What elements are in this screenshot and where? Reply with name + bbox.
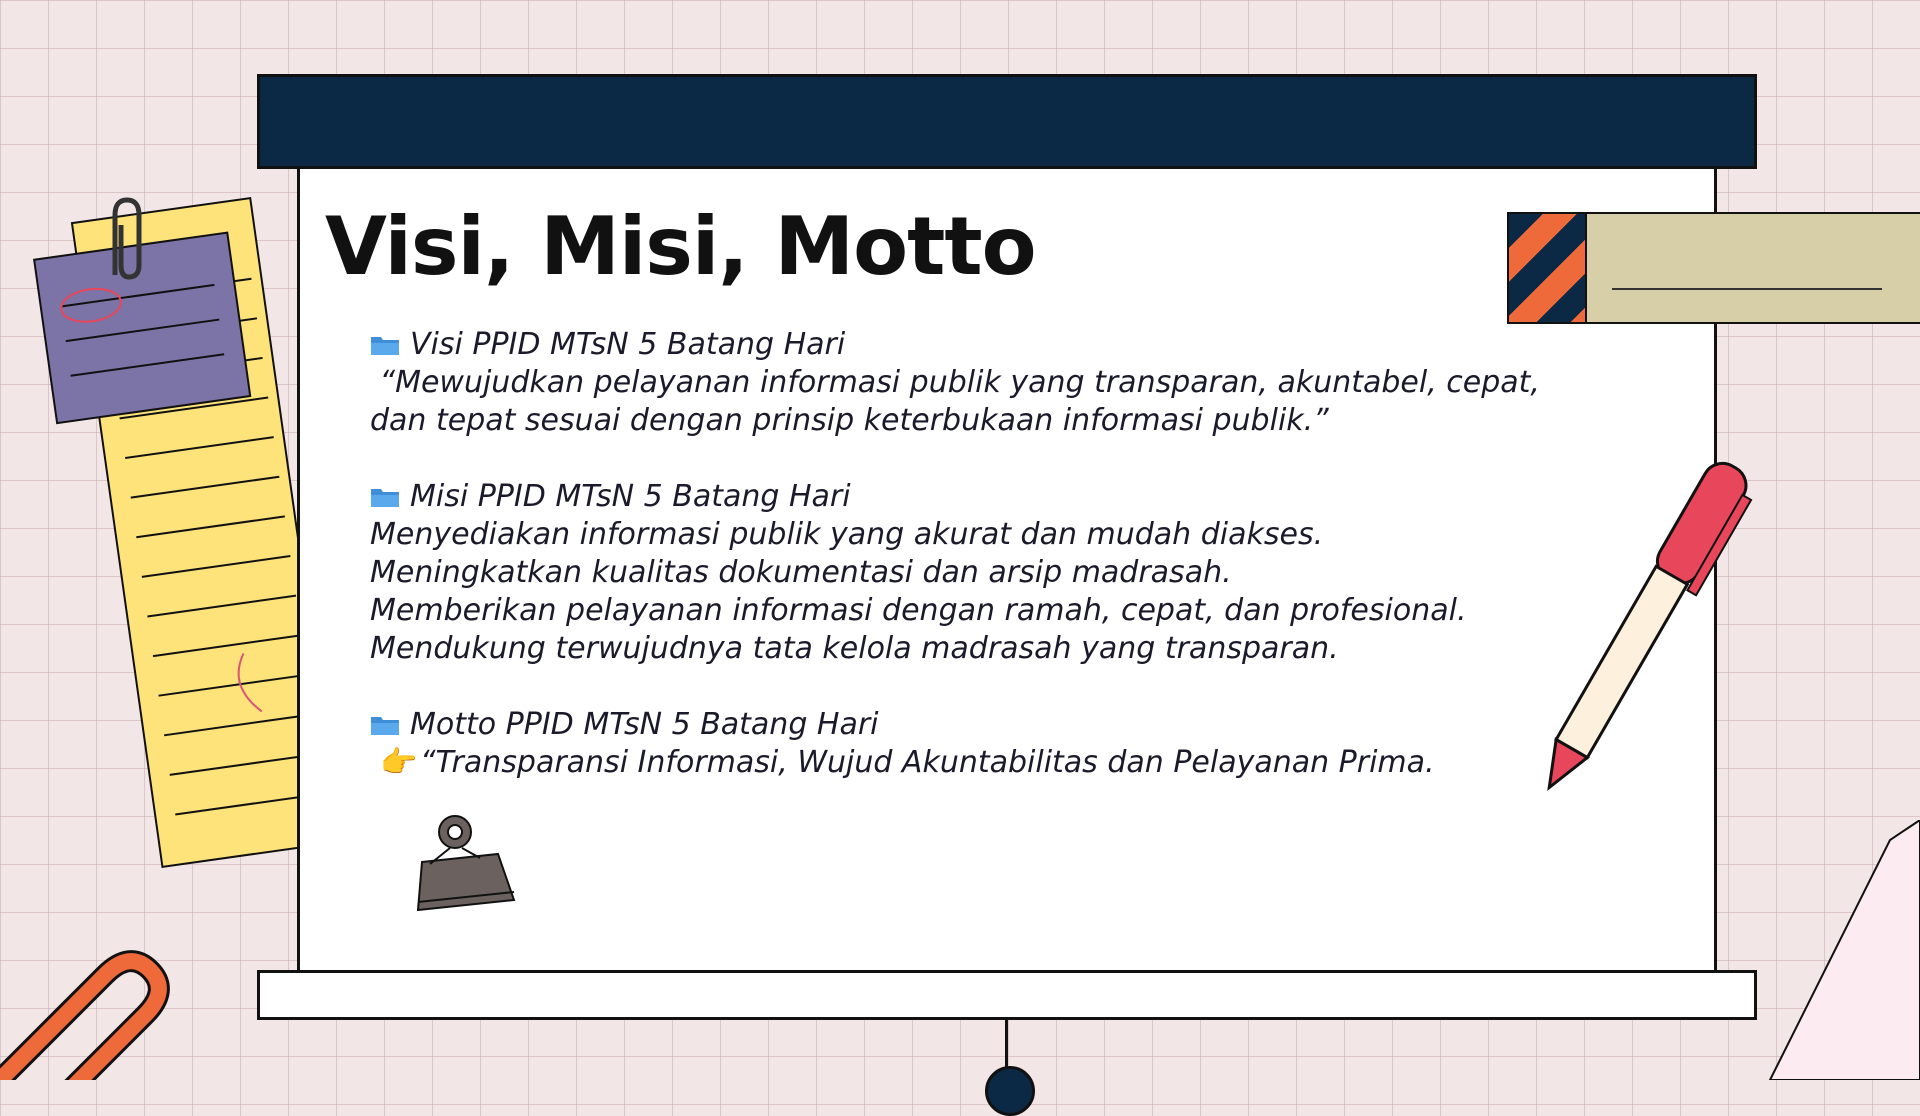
section-heading-misi xyxy=(370,478,1670,516)
pointing-hand-icon: 👉 xyxy=(380,745,418,780)
folder-icon xyxy=(370,334,400,356)
section-heading-visi xyxy=(370,326,1670,364)
visi-line: “Mewujudkan pelayanan informasi publik yang transparan, akuntabel, cepat, xyxy=(370,365,1540,400)
paperclip-icon xyxy=(95,195,150,285)
binder-clip-icon xyxy=(410,812,520,917)
screen-bottom-bar xyxy=(257,970,1757,1020)
section-heading-label: Motto PPID MTsN 5 Batang Hari xyxy=(410,707,879,742)
torn-paper-decoration xyxy=(1730,820,1920,1080)
section-heading-label: Misi PPID MTsN 5 Batang Hari xyxy=(410,479,851,514)
misi-line: Menyediakan informasi publik yang akurat dan mudah diakses. xyxy=(370,517,1324,552)
large-paperclip-icon xyxy=(0,900,180,1080)
folder-icon xyxy=(370,714,400,736)
striped-tape-decoration xyxy=(1507,212,1587,324)
screen-top-bar xyxy=(257,74,1757,169)
motto-text: “Transparansi Informasi, Wujud Akuntabilitas dan Pelayanan Prima. xyxy=(420,745,1435,780)
misi-line: Mendukung terwujudnya tata kelola madrasah yang transparan. xyxy=(370,631,1339,666)
slide-title: Visi, Misi, Motto xyxy=(325,200,1036,293)
section-heading-motto xyxy=(370,706,1670,744)
screen-stand xyxy=(1005,1020,1008,1070)
folder-icon xyxy=(370,486,400,508)
slide-content xyxy=(370,326,1670,782)
misi-line: Memberikan pelayanan informasi dengan ramah, cepat, dan profesional. xyxy=(370,593,1467,628)
section-heading-label: Visi PPID MTsN 5 Batang Hari xyxy=(410,327,846,362)
screen-stand-knob xyxy=(985,1066,1035,1116)
tape-line xyxy=(1612,288,1882,290)
label-tape-decoration xyxy=(1585,212,1920,324)
motto-line xyxy=(370,744,1670,782)
visi-line: dan tepat sesuai dengan prinsip keterbukaan informasi publik.” xyxy=(370,403,1329,438)
misi-line: Meningkatkan kualitas dokumentasi dan arsip madrasah. xyxy=(370,555,1232,590)
pen-icon xyxy=(1510,440,1760,830)
